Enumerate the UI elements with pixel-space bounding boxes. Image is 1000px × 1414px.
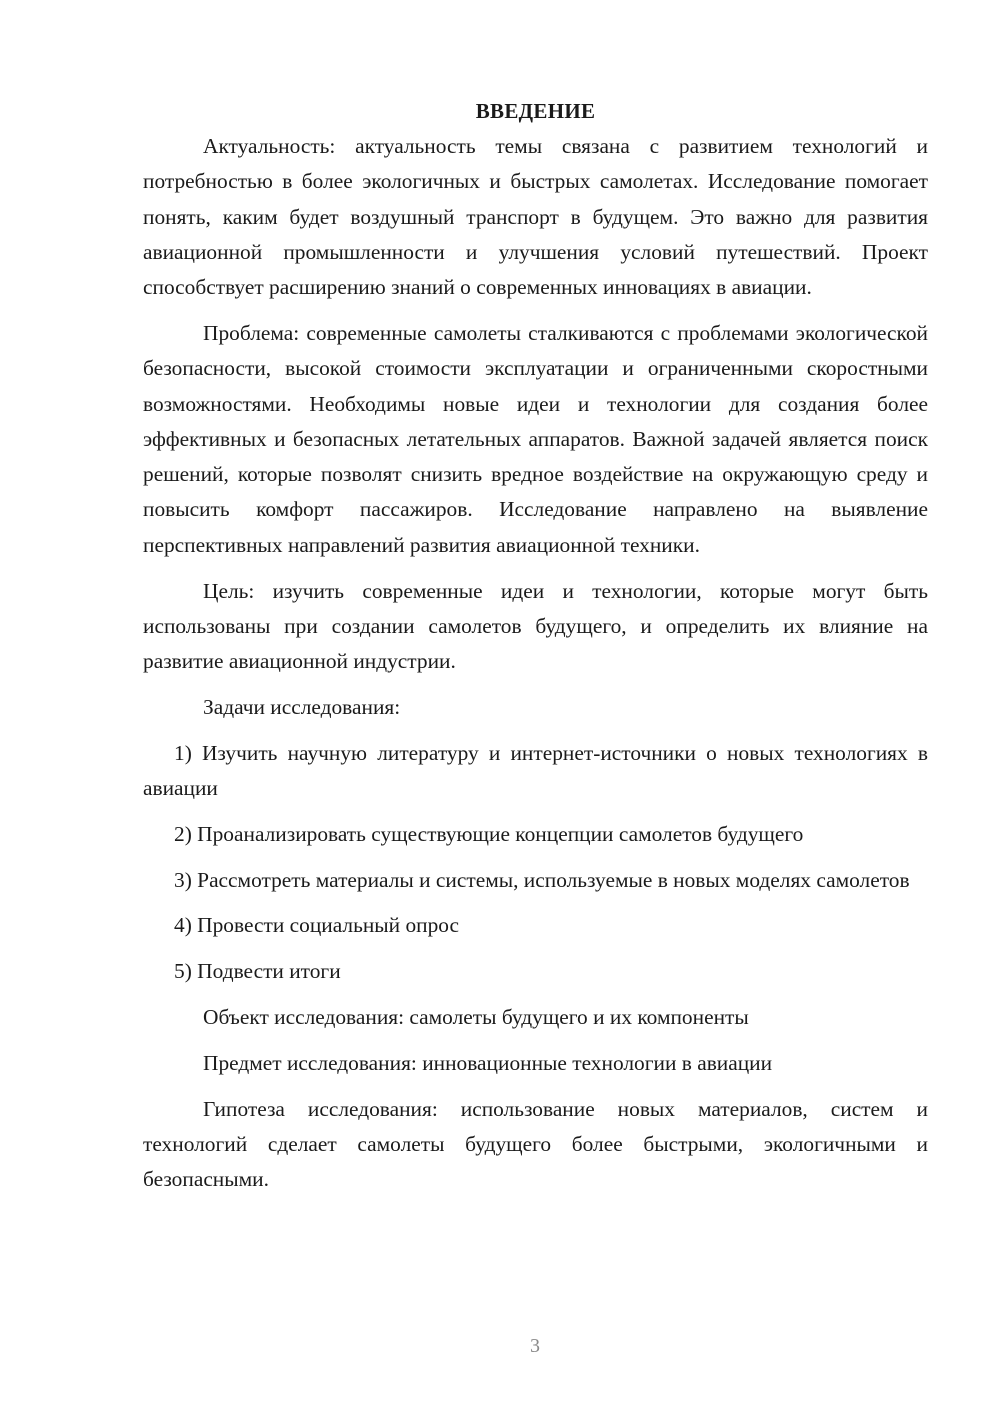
tasks-heading: Задачи исследования: xyxy=(203,694,401,719)
paragraph-hypothesis: Гипотеза исследования: использование новых материалов, систем и технологий сделает самолеты будущего более быстрыми, экологичными и безопасными. xyxy=(143,1096,928,1192)
task-item-2: 2) Проанализировать существующие концепции самолетов будущего xyxy=(174,821,804,846)
paragraph-problem: Проблема: современные самолеты сталкиваются с проблемами экологической безопасности, высокой стоимости эксплуатации и ограниченными скоростными возможностями. Необходимы новые идеи и технологии для создания более эффективных и безопасных летательных аппаратов. Важной задачей является поиск решений, которые позволят снизить вредное воздействие на окружающую среду и повысить комфорт пассажиров. Исследование направлено на выявление перспективных направлений развития авиационной техники. xyxy=(143,320,928,557)
page-content xyxy=(143,93,928,1208)
task-item-3: 3) Рассмотреть материалы и системы, используемые в новых моделях самолетов xyxy=(174,867,910,892)
section-heading: ВВЕДЕНИЕ xyxy=(475,99,596,123)
paragraph-relevance: Актуальность: актуальность темы связана с развитием технологий и потребностью в более экологичных и быстрых самолетах. Исследование помогает понять, каким будет воздушный транспорт в будущем. Это важно для развития авиационной промышленности и улучшения условий путешествий. Проект способствует расширению знаний о современных инновациях в авиации. xyxy=(143,134,928,300)
task-item-5: 5) Подвести итоги xyxy=(174,959,341,984)
page-number: 3 xyxy=(530,1335,540,1357)
task-item-4: 4) Провести социальный опрос xyxy=(174,913,460,938)
paragraph-goal: Цель: изучить современные идеи и технологии, которые могут быть использованы при создании самолетов будущего, и определить их влияние на развитие авиационной индустрии. xyxy=(143,578,928,674)
paragraph-object: Объект исследования: самолеты будущего и их компоненты xyxy=(203,1005,749,1030)
paragraph-subject: Предмет исследования: инновационные технологии в авиации xyxy=(203,1050,773,1075)
task-item-1: 1) Изучить научную литературу и интернет-источники о новых технологиях в авиации xyxy=(143,740,928,801)
